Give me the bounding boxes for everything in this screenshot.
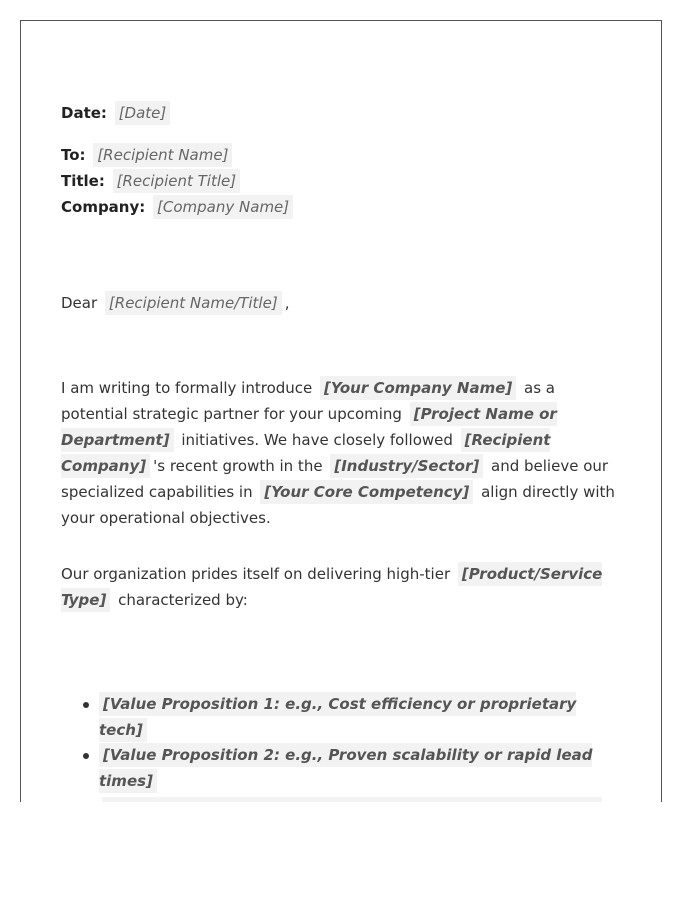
list-item-text: [99, 691, 621, 743]
offer-text-2: characterized by:: [118, 591, 248, 609]
intro-text-2: as a potential strategic partner for your upcoming: [61, 379, 555, 423]
offer-text-1: Our organization prides itself on delivering high-tier: [61, 565, 451, 583]
bullet-icon: [83, 702, 89, 708]
salutation-name-placeholder: [Recipient Name/Title]: [105, 291, 282, 315]
value-proposition-1-placeholder: [Value Proposition 1: e.g., Cost efficiency or proprietary tech]: [99, 692, 576, 742]
date-line: [61, 104, 173, 122]
salutation-prefix: Dear: [61, 294, 98, 312]
value-proposition-list: [61, 691, 621, 793]
intro-text-1: I am writing to formally introduce: [61, 379, 313, 397]
intro-text-3: initiatives. We have closely followed: [181, 431, 453, 449]
intro-paragraph: [61, 375, 621, 531]
intro-text-4: 's recent growth in the: [153, 457, 323, 475]
salutation-comma: ,: [284, 294, 290, 312]
to-label: To:: [61, 146, 86, 164]
title-line: [61, 172, 243, 190]
list-item-text: [99, 742, 621, 794]
list-item: [61, 691, 621, 742]
recipient-company-placeholder: [Recipient Company]: [61, 428, 550, 478]
document-page: [20, 20, 662, 802]
company-line: [61, 198, 296, 216]
date-placeholder: [Date]: [115, 101, 171, 125]
date-label: Date:: [61, 104, 107, 122]
your-company-placeholder: [Your Company Name]: [320, 376, 516, 400]
product-service-placeholder: [Product/Service Type]: [61, 562, 602, 612]
company-label: Company:: [61, 198, 146, 216]
recipient-name-placeholder: [Recipient Name]: [93, 143, 232, 167]
title-label: Title:: [61, 172, 105, 190]
list-item: [61, 742, 621, 793]
intro-text-5: and believe our specialized capabilities in: [61, 457, 609, 501]
cut-off-placeholder-bar: [102, 797, 602, 802]
salutation: [61, 294, 289, 312]
project-placeholder: [Project Name or Department]: [61, 402, 557, 452]
industry-placeholder: [Industry/Sector]: [330, 454, 483, 478]
company-name-placeholder: [Company Name]: [153, 195, 293, 219]
intro-text-6: align directly with your operational objectives.: [61, 483, 615, 527]
core-competency-placeholder: [Your Core Competency]: [260, 480, 473, 504]
to-line: [61, 146, 235, 164]
recipient-title-placeholder: [Recipient Title]: [113, 169, 240, 193]
offer-paragraph: [61, 561, 621, 613]
bullet-icon: [83, 753, 89, 759]
value-proposition-2-placeholder: [Value Proposition 2: e.g., Proven scalability or rapid lead times]: [99, 743, 592, 793]
